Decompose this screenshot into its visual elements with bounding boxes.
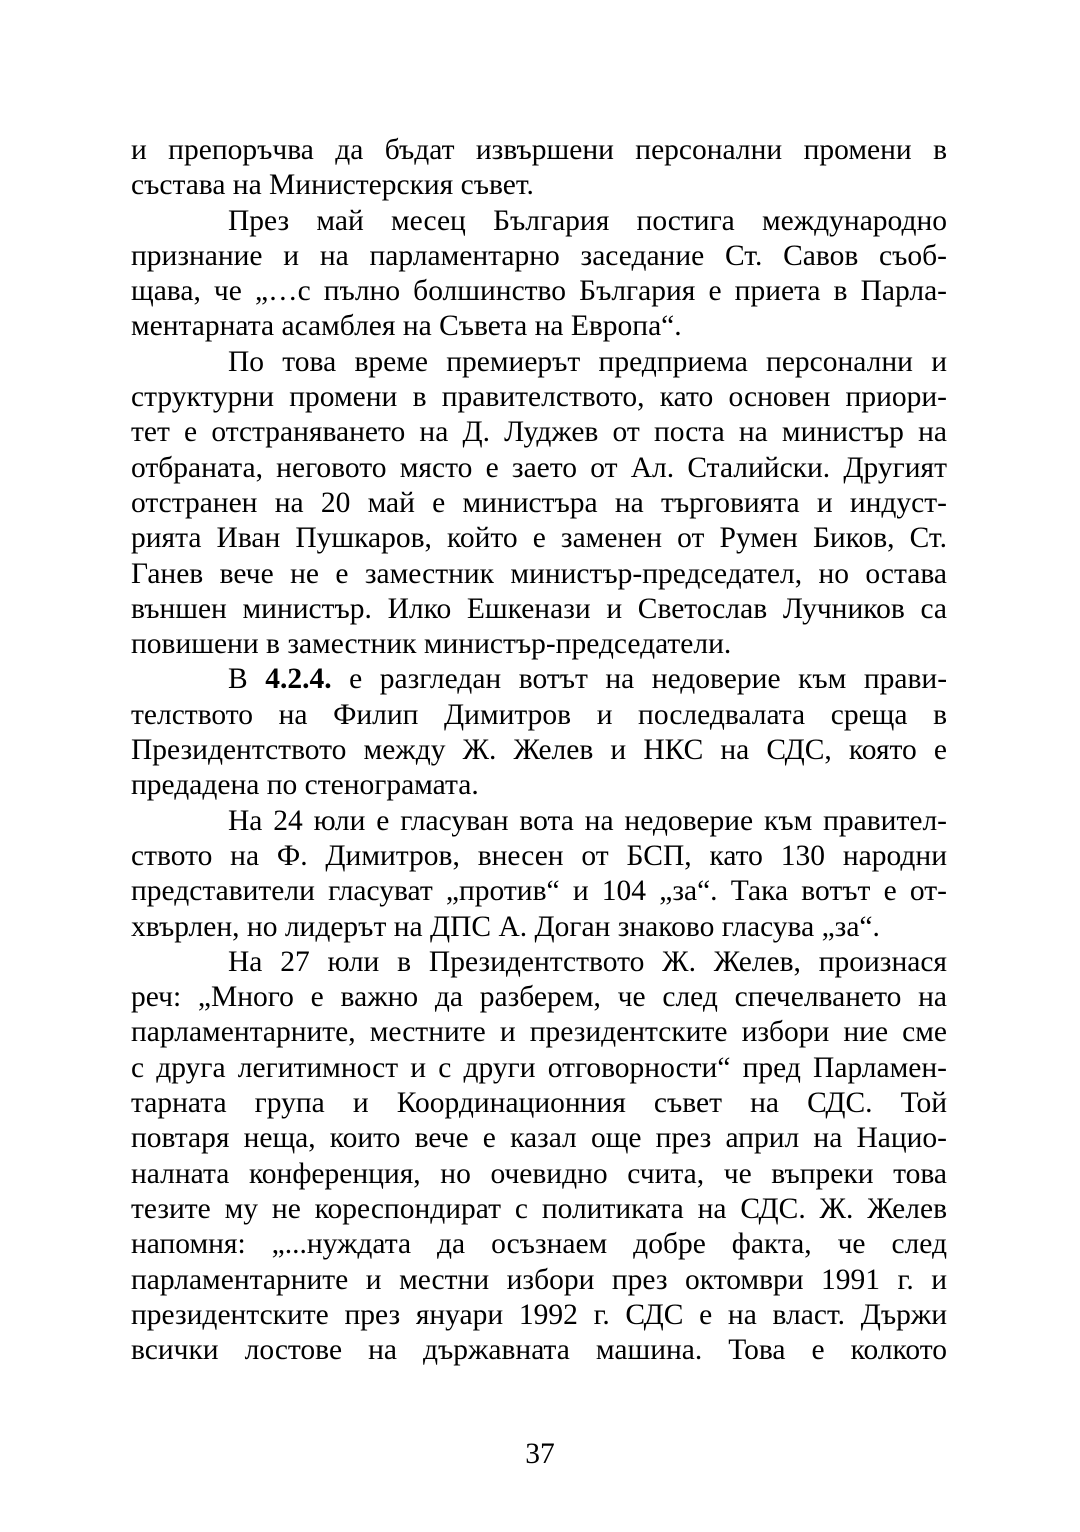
text-line: парламентарните, местните и президентските избори ние сме <box>131 1016 947 1049</box>
text-line: външен министър. Илко Ешкенази и Светослав Лучников са <box>131 592 947 625</box>
text-line: тезите му не кореспондират с политиката на СДС. Ж. Желев <box>131 1192 947 1225</box>
text-line: предадена по стенограмата. <box>131 769 479 802</box>
text-line: хвърлен, но лидерът на ДПС А. Доган знаково гласува „за“. <box>131 910 880 943</box>
text-line: президентските през януари 1992 г. СДС е на власт. Държи <box>131 1298 947 1331</box>
text-line: налната конференция, но очевидно счита, че въпреки това <box>131 1157 947 1190</box>
text-line: ментарната асамблея на Съвета на Европа“. <box>131 310 682 343</box>
text-line: щава, че „…с пълно болшинство България е приета в Парла- <box>131 275 947 308</box>
text-line: Президентството между Ж. Желев и НКС на СДС, която е <box>131 734 947 767</box>
text-line: структурни промени в правителството, като основен приори- <box>131 381 947 414</box>
text-line: реч: „Много е важно да разберем, че след спечелването на <box>131 981 947 1014</box>
text-line: парламентарните и местни избори през октомври 1991 г. и <box>131 1263 947 1296</box>
paragraph-first-line: На 27 юли в Президентството Ж. Желев, произнася <box>228 945 947 978</box>
text-line: ството на Ф. Димитров, внесен от БСП, като 130 народни <box>131 839 947 872</box>
text-line: с друга легитимност и с други отговорности“ пред Парламен- <box>131 1051 947 1084</box>
text-line: повтаря неща, които вече е казал още през април на Нацио- <box>131 1122 947 1155</box>
text-segment: В <box>228 663 248 696</box>
text-line: представители гласуват „против“ и 104 „за“. Така вотът е от- <box>131 875 947 908</box>
text-line: телството на Филип Димитров и последвалата среща в <box>131 698 947 731</box>
text-line: признание и на парламентарно заседание Ст. Савов съоб- <box>131 239 947 272</box>
text-line: и препоръчва да бъдат извършени персонални промени в <box>131 134 947 166</box>
body-text <box>131 133 947 1368</box>
paragraph-first-line: На 24 юли е гласуван вота на недоверие към правител- <box>228 804 947 837</box>
text-line: тет е отстраняването на Д. Луджев от поста на министър на <box>131 416 947 449</box>
text-line: отбраната, неговото място е заето от Ал. Сталийски. Другият <box>131 451 947 484</box>
paragraph-first-line: По това време премиерът предприема персонални и <box>228 345 947 378</box>
section-reference: 4.2.4. <box>265 663 332 696</box>
text-line: напомня: „...нуждата да осъзнаем добре факта, че след <box>131 1228 947 1261</box>
text-line: тарната група и Координационния съвет на СДС. Той <box>131 1087 947 1120</box>
text-line: Ганев вече не е заместник министър-председател, но остава <box>131 557 947 590</box>
text-segment: е разгледан вотът на недоверие към прави- <box>349 663 948 696</box>
paragraph-first-line: През май месец България постига международно <box>228 204 947 237</box>
text-line: рията Иван Пушкаров, който е заменен от Румен Биков, Ст. <box>131 522 947 555</box>
text-line: отстранен на 20 май е министъра на търговията и индуст- <box>131 486 947 519</box>
paragraph-first-line <box>131 662 947 697</box>
text-line: състава на Министерския съвет. <box>131 169 534 202</box>
text-line: всички лостове на държавната машина. Това е колкото <box>131 1334 947 1367</box>
page-number: 37 <box>525 1438 555 1470</box>
text-line: повишени в заместник министър-председатели. <box>131 628 732 661</box>
